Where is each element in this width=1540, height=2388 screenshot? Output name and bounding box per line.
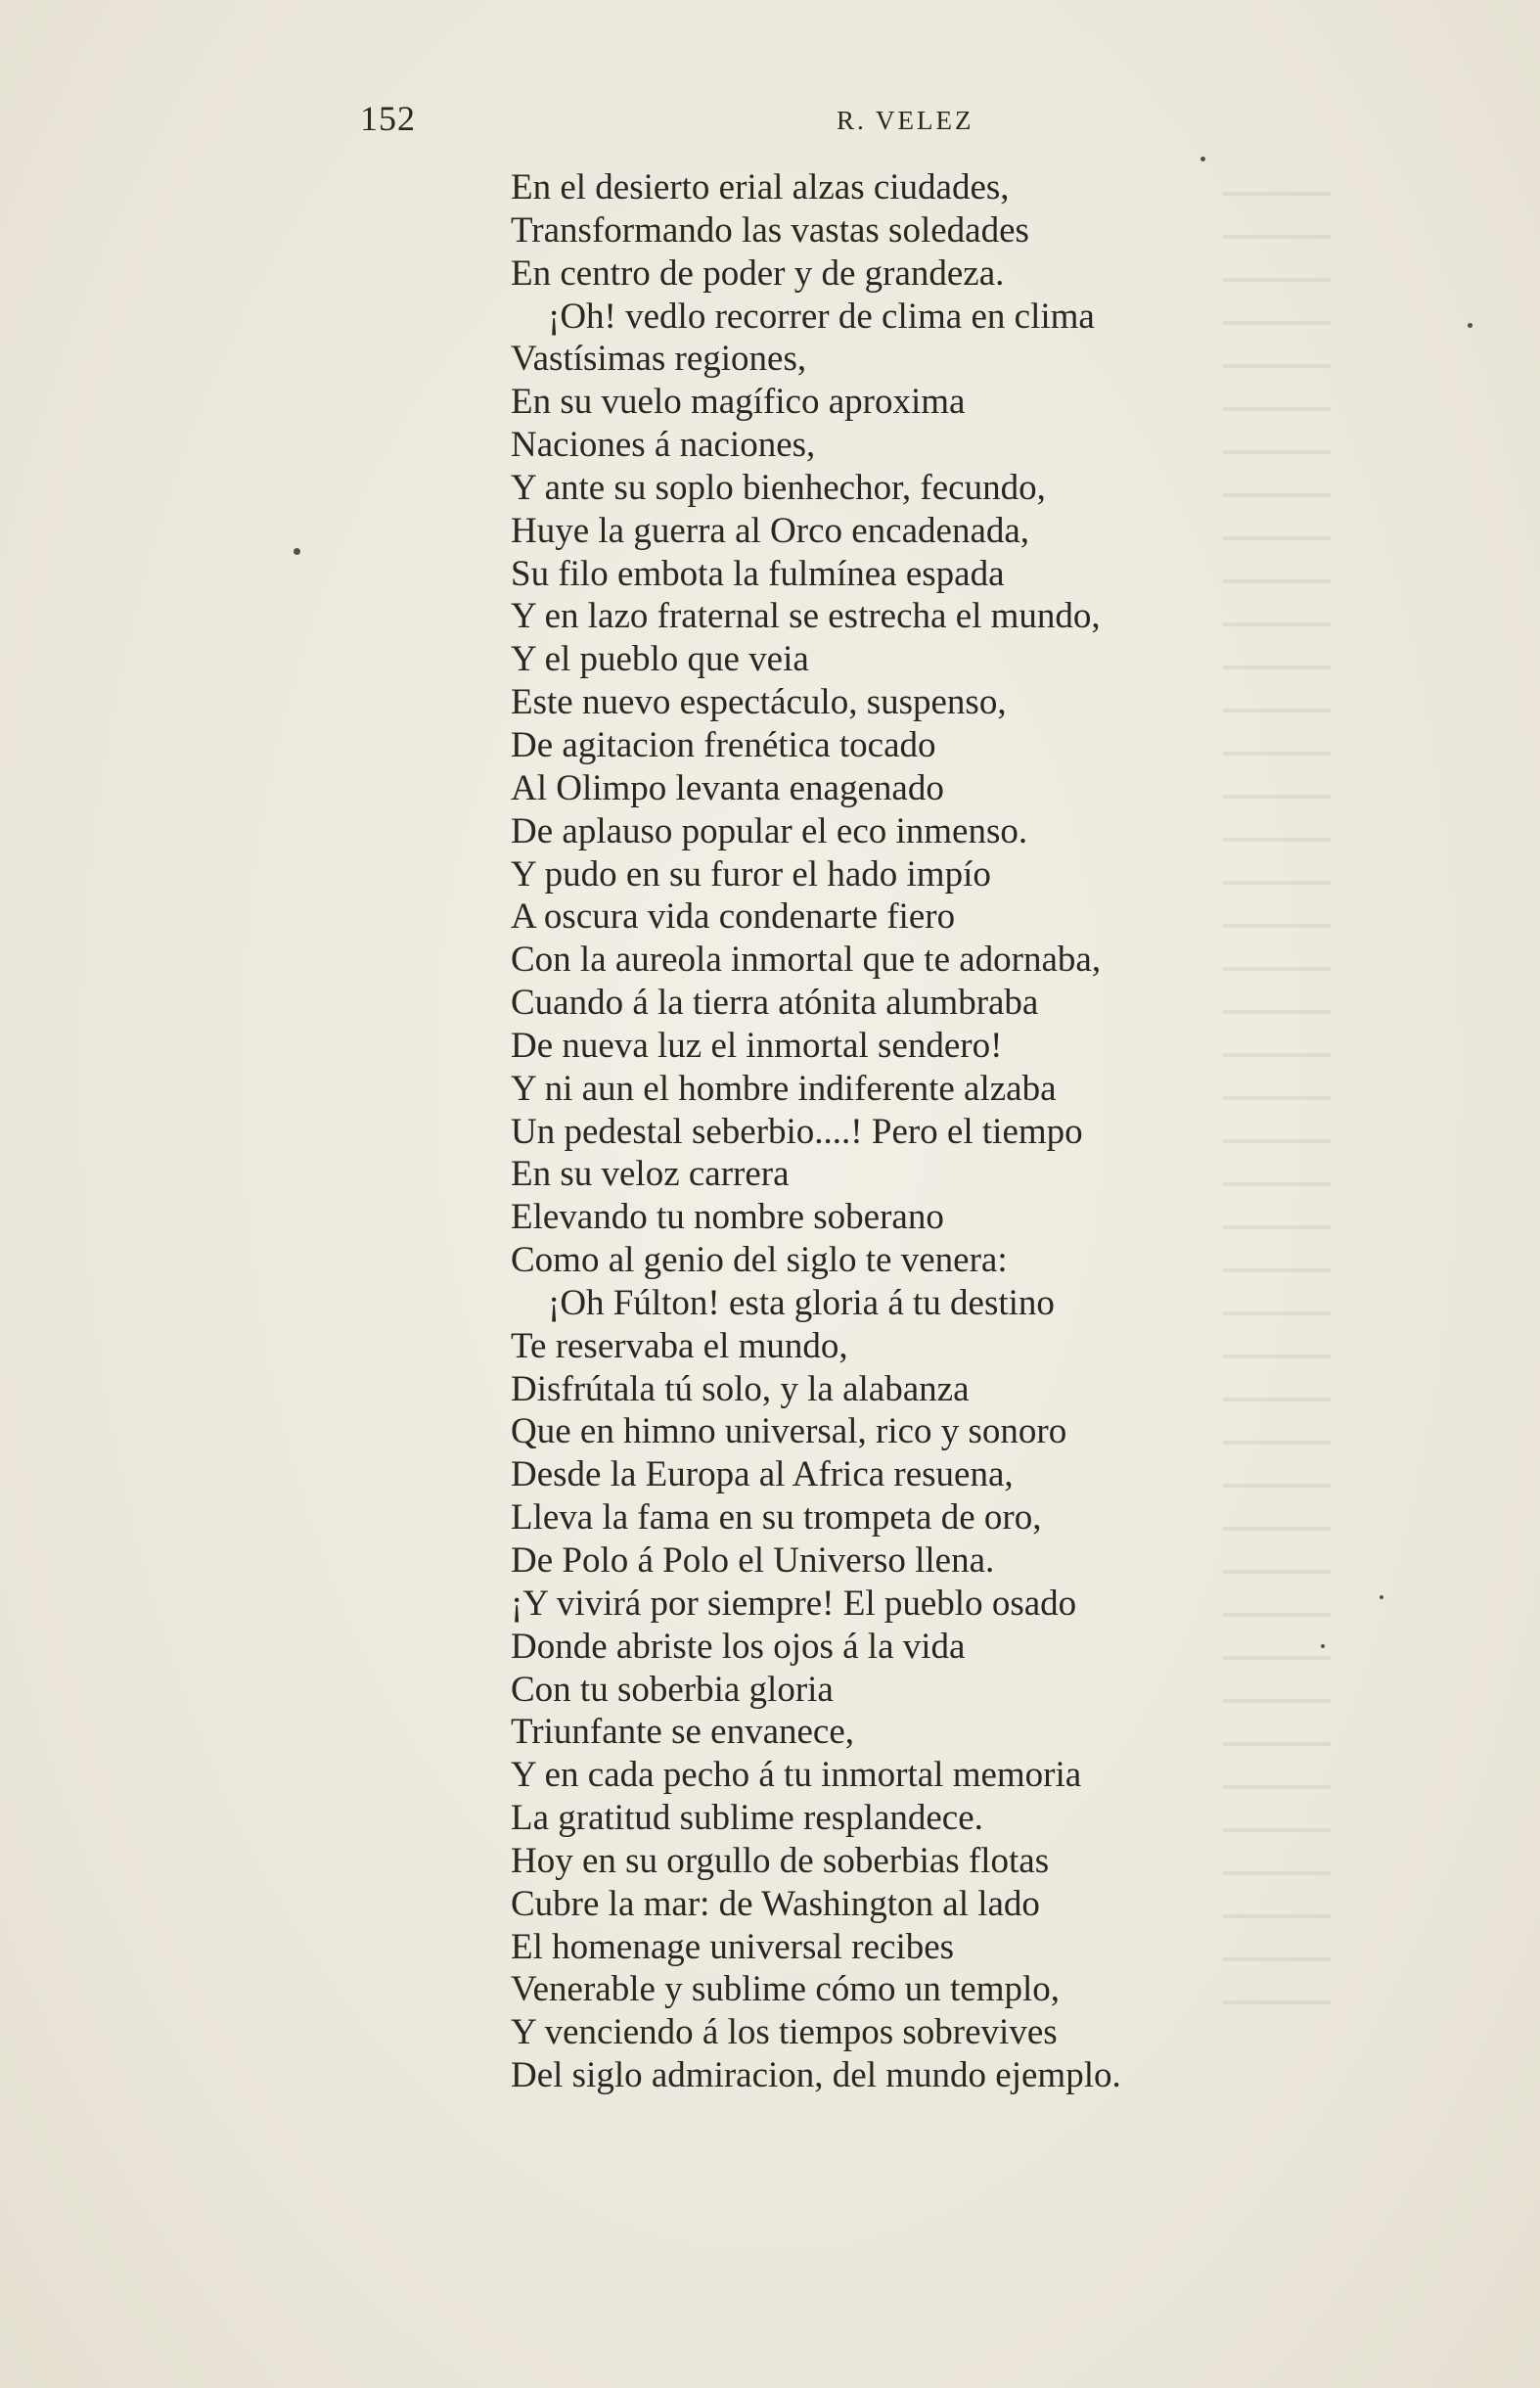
poem-line: Elevando tu nombre soberano [511,1197,944,1238]
poem-text [511,166,1293,2097]
poem-line: En su vuelo magífico aproxima [511,382,966,423]
poem-line: Y ante su soplo bienhechor, fecundo, [511,467,1046,508]
ink-speck [1468,323,1472,328]
poem-line: Naciones á naciones, [511,425,816,466]
poem-line: En el desierto erial alzas ciudades, [511,167,1010,207]
poem-line: Con tu soberbia gloria [511,1669,834,1710]
poem-line: Disfrútala tú solo, y la alabanza [511,1368,970,1409]
poem-line: De Polo á Polo el Universo llena. [511,1540,995,1581]
poem-line: Lleva la fama en su trompeta de oro, [511,1497,1042,1538]
poem-line: Del siglo admiracion, del mundo ejemplo. [511,2055,1121,2096]
poem-line: ¡Oh Fúlton! esta gloria á tu destino [548,1282,1055,1323]
poem-line: Transformando las vastas soledades [511,209,1029,251]
page-number: 152 [360,99,416,138]
poem-line: Triunfante se envanece, [511,1712,855,1753]
running-head: R. VELEZ [837,106,974,135]
poem-line: Un pedestal seberbio....! Pero el tiempo [511,1111,1083,1152]
poem-line: Que en himno universal, rico y sonoro [511,1411,1067,1452]
poem-line: De nueva luz el inmortal sendero! [511,1025,1003,1066]
poem-line: A oscura vida condenarte fiero [511,896,956,938]
poem-line: Vastísimas regiones, [511,339,807,380]
poem-line: Este nuevo espectáculo, suspenso, [511,682,1007,723]
ink-speck [294,548,300,555]
poem-line: Cubre la mar: de Washington al lado [511,1883,1040,1924]
poem-line: Y en cada pecho á tu inmortal memoria [511,1755,1082,1796]
poem-line: Su filo embota la fulmínea espada [511,553,1005,594]
poem-line: Y pudo en su furor el hado impío [511,853,991,895]
poem-line: La gratitud sublime resplandece. [511,1798,983,1839]
poem-line: Como al genio del siglo te venera: [511,1240,1008,1281]
poem-line: De agitacion frenética tocado [511,724,936,765]
poem-line: Y ni aun el hombre indiferente alzaba [511,1068,1057,1109]
poem-line: Y venciendo á los tiempos sobrevives [511,2012,1058,2053]
poem-line: Y en lazo fraternal se estrecha el mundo, [511,596,1101,637]
poem-line: De aplauso popular el eco inmenso. [511,810,1028,851]
ink-speck [1200,157,1205,161]
poem-line: Te reservaba el mundo, [511,1325,848,1366]
poem-line: En centro de poder y de grandeza. [511,253,1005,294]
poem-line: En su veloz carrera [511,1154,790,1195]
poem-line: Al Olimpo levanta enagenado [511,767,944,808]
poem-line: Hoy en su orgullo de soberbias flotas [511,1840,1050,1881]
poem-line: Cuando á la tierra atónita alumbraba [511,983,1039,1024]
poem-line: ¡Y vivirá por siempre! El pueblo osado [511,1583,1077,1624]
poem-line: Con la aureola inmortal que te adornaba, [511,940,1102,981]
poem-line: Y el pueblo que veia [511,639,809,680]
poem-line: Donde abriste los ojos á la vida [511,1626,966,1667]
ink-speck [1321,1644,1325,1648]
poem-line: Huye la guerra al Orco encadenada, [511,510,1030,551]
ink-speck [1380,1595,1383,1599]
poem-line: Venerable y sublime cómo un templo, [511,1969,1061,2010]
poem-line: ¡Oh! vedlo recorrer de clima en clima [548,296,1095,337]
poem-line: El homenage universal recibes [511,1926,955,1967]
poem-line: Desde la Europa al Africa resuena, [511,1454,1014,1495]
